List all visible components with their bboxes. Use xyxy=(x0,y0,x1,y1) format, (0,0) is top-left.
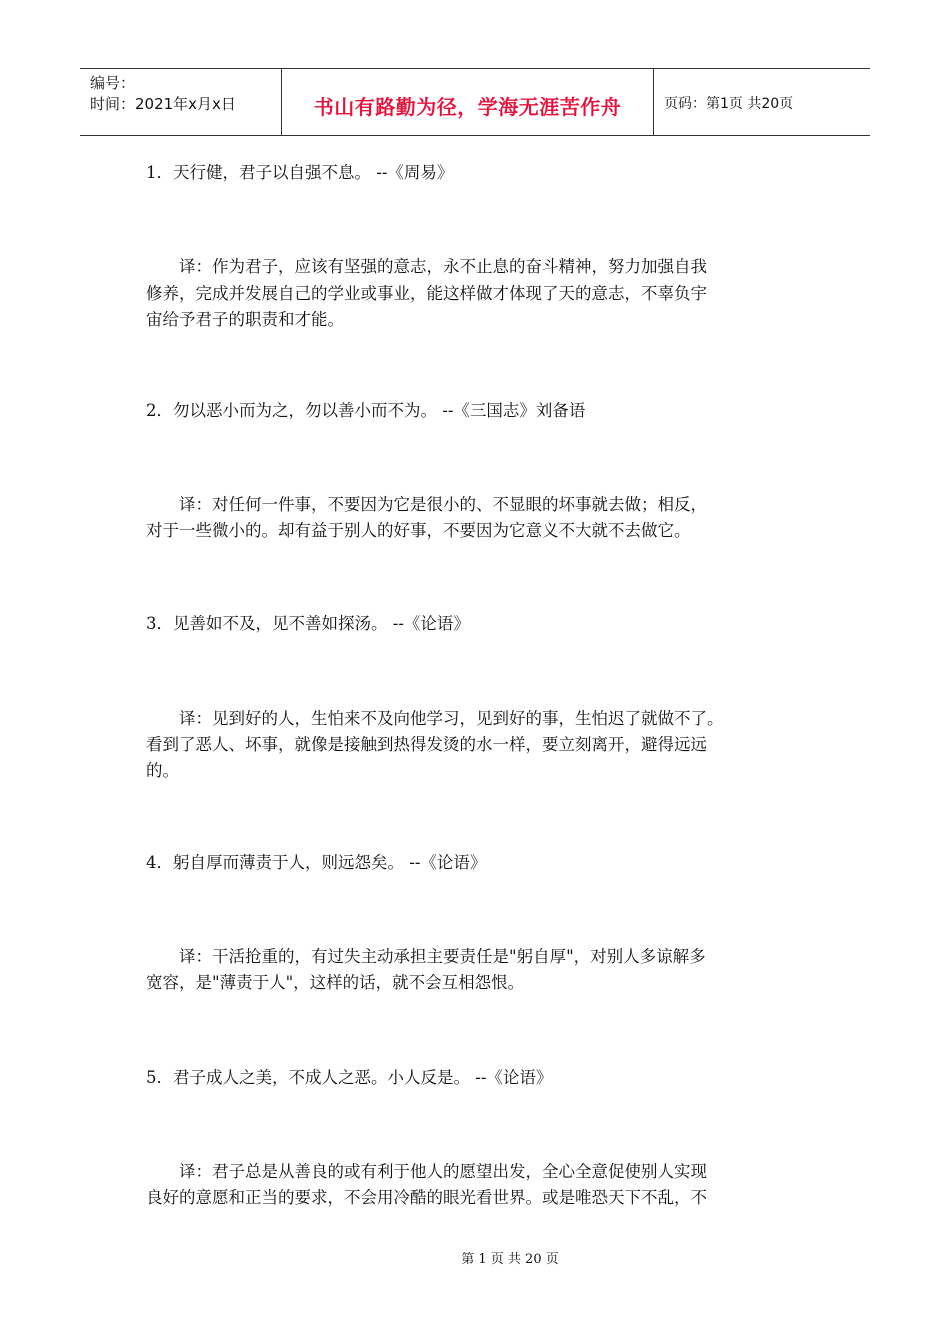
quote-2: 2．勿以恶小而为之，勿以善小而不为。 --《三国志》刘备语 xyxy=(146,401,586,420)
page-footer xyxy=(0,1248,950,1267)
header-page-info-cell xyxy=(654,69,870,135)
header-meta xyxy=(80,69,282,135)
quote-4: 4．躬自厚而薄责于人，则远怨矣。 --《论语》 xyxy=(146,853,487,872)
footer-page-number: 第 1 页 共 20 页 xyxy=(461,1252,559,1267)
translation-4-line-1: 译：干活抢重的，有过失主动承担主要责任是"躬自厚"，对别人多谅解多 xyxy=(146,947,706,966)
translation-3-line-1: 译：见到好的人，生怕来不及向他学习，见到好的事，生怕迟了就做不了。 xyxy=(146,709,724,728)
translation-3-line-2: 看到了恶人、坏事，就像是接触到热得发烫的水一样，要立刻离开，避得远远 xyxy=(146,735,707,754)
document-number-label: 编号： xyxy=(90,74,136,92)
translation-1-line-1: 译：作为君子，应该有坚强的意志，永不止息的奋斗精神，努力加强自我 xyxy=(146,257,707,276)
translation-2-line-2: 对于一些微小的。却有益于别人的好事，不要因为它意义不大就不去做它。 xyxy=(146,521,691,540)
quote-3: 3．见善如不及，见不善如探汤。 --《论语》 xyxy=(146,614,470,633)
translation-5-line-2: 良好的意愿和正当的要求，不会用冷酷的眼光看世界。或是唯恐天下不乱，不 xyxy=(146,1188,707,1207)
translation-2-line-1: 译：对任何一件事，不要因为它是很小的、不显眼的坏事就去做；相反， xyxy=(146,495,707,514)
quote-5: 5．君子成人之美，不成人之恶。小人反是。 --《论语》 xyxy=(146,1068,553,1087)
document-time-label: 时间：2021年x月x日 xyxy=(90,95,236,113)
header-page-info: 页码：第1页 共20页 xyxy=(664,96,794,112)
translation-4-line-2: 宽容，是"薄责于人"，这样的话，就不会互相怨恨。 xyxy=(146,973,525,992)
quote-1: 1．天行健，君子以自强不息。 --《周易》 xyxy=(146,163,454,182)
header-motto-cell xyxy=(282,69,654,135)
page-header xyxy=(80,68,870,136)
translation-1-line-2: 修养，完成并发展自己的学业或事业，能这样做才体现了天的意志，不辜负宇 xyxy=(146,284,707,303)
translation-3-line-3: 的。 xyxy=(146,761,179,780)
header-motto: 书山有路勤为径，学海无涯苦作舟 xyxy=(313,94,622,119)
translation-5-line-1: 译：君子总是从善良的或有利于他人的愿望出发，全心全意促使别人实现 xyxy=(146,1162,707,1181)
translation-1-line-3: 宙给予君子的职责和才能。 xyxy=(146,310,344,329)
